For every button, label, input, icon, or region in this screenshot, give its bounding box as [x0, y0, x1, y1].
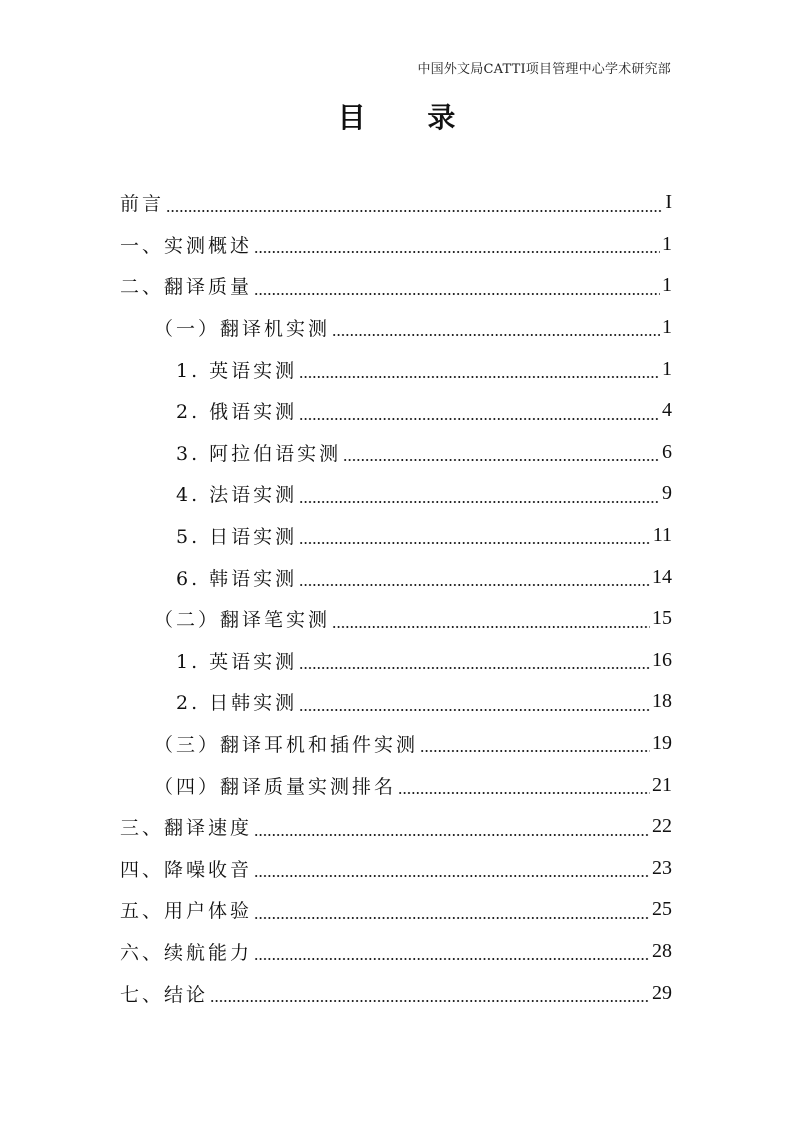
toc-entry-title: 六、续航能力 — [120, 941, 253, 964]
toc-entry-title: 4. 法语实测 — [176, 484, 298, 507]
toc-entry-page: 29 — [652, 981, 672, 1004]
dot-leader — [254, 875, 650, 877]
toc-entry[interactable] — [120, 432, 672, 474]
toc-entry-title: 6. 韩语实测 — [176, 567, 298, 590]
toc-entry-page: 18 — [652, 690, 672, 713]
toc-entry[interactable] — [120, 473, 672, 515]
toc-entry[interactable] — [120, 931, 672, 973]
toc-entry-page: 11 — [652, 524, 672, 547]
dot-leader — [343, 459, 660, 461]
toc-entry[interactable] — [120, 265, 672, 307]
toc-entry-title: 1. 英语实测 — [176, 359, 298, 382]
toc-entry-title: 四、降噪收音 — [120, 858, 253, 881]
toc-entry-title: （一）翻译机实测 — [154, 318, 331, 341]
toc-entry-page: 15 — [652, 607, 672, 630]
toc-entry-title: 前言 — [120, 193, 165, 216]
dot-leader — [420, 750, 650, 752]
dot-leader — [332, 626, 650, 628]
toc-entry-title: 三、翻译速度 — [120, 817, 253, 840]
dot-leader — [299, 376, 660, 378]
toc-entry-page: 28 — [652, 939, 672, 962]
toc-entry[interactable] — [120, 640, 672, 682]
dot-leader — [210, 1000, 650, 1002]
toc-entry-title: 一、实测概述 — [120, 234, 253, 257]
toc-entry-page: 19 — [652, 732, 672, 755]
dot-leader — [299, 667, 650, 669]
page-title: 目 录 — [337, 101, 482, 134]
dot-leader — [299, 501, 660, 503]
dot-leader — [254, 958, 650, 960]
toc-entry[interactable] — [120, 806, 672, 848]
toc-entry-page: 4 — [662, 399, 672, 422]
toc-entry-page: 22 — [652, 815, 672, 838]
toc-entry-title: 2. 日韩实测 — [176, 692, 298, 715]
dot-leader — [332, 334, 660, 336]
toc-entry-page: I — [665, 191, 672, 214]
dot-leader — [254, 251, 660, 253]
toc-entry[interactable] — [120, 681, 672, 723]
toc-entry-title: 5. 日语实测 — [176, 526, 298, 549]
toc-entry[interactable] — [120, 848, 672, 890]
toc-entry-page: 16 — [652, 648, 672, 671]
table-of-contents — [120, 182, 672, 1014]
toc-entry[interactable] — [120, 515, 672, 557]
toc-entry-page: 23 — [652, 856, 672, 879]
toc-entry-title: 2. 俄语实测 — [176, 401, 298, 424]
toc-entry-title: 二、翻译质量 — [120, 276, 253, 299]
toc-entry[interactable] — [120, 224, 672, 266]
toc-entry[interactable] — [120, 307, 672, 349]
toc-entry[interactable] — [120, 598, 672, 640]
toc-entry[interactable] — [120, 182, 672, 224]
toc-entry-title: 3. 阿拉伯语实测 — [176, 442, 342, 465]
dot-leader — [299, 584, 650, 586]
toc-entry-title: 五、用户体验 — [120, 900, 253, 923]
toc-entry-page: 25 — [652, 898, 672, 921]
toc-entry[interactable] — [120, 723, 672, 765]
toc-entry-page: 21 — [652, 773, 672, 796]
dot-leader — [254, 917, 650, 919]
toc-entry-page: 14 — [652, 565, 672, 588]
toc-entry-page: 1 — [662, 232, 672, 255]
dot-leader — [166, 210, 663, 212]
dot-leader — [254, 834, 650, 836]
toc-entry-title: 七、结论 — [120, 983, 209, 1006]
toc-entry-page: 1 — [662, 274, 672, 297]
dot-leader — [299, 418, 660, 420]
dot-leader — [254, 293, 660, 295]
toc-entry[interactable] — [120, 764, 672, 806]
dot-leader — [299, 709, 650, 711]
toc-entry[interactable] — [120, 556, 672, 598]
toc-entry[interactable] — [120, 348, 672, 390]
toc-entry[interactable] — [120, 972, 672, 1014]
dot-leader — [398, 792, 650, 794]
toc-entry[interactable] — [120, 390, 672, 432]
dot-leader — [299, 542, 651, 544]
toc-entry-page: 1 — [662, 357, 672, 380]
toc-entry-title: 1. 英语实测 — [176, 650, 298, 673]
toc-entry-title: （四）翻译质量实测排名 — [154, 775, 397, 798]
toc-entry-page: 6 — [662, 440, 672, 463]
toc-entry-page: 9 — [662, 482, 672, 505]
toc-entry-page: 1 — [662, 316, 672, 339]
page-header: 中国外文局CATTI项目管理中心学术研究部 — [417, 62, 671, 77]
toc-entry-title: （三）翻译耳机和插件实测 — [154, 734, 419, 757]
toc-entry[interactable] — [120, 889, 672, 931]
toc-entry-title: （二）翻译笔实测 — [154, 609, 331, 632]
